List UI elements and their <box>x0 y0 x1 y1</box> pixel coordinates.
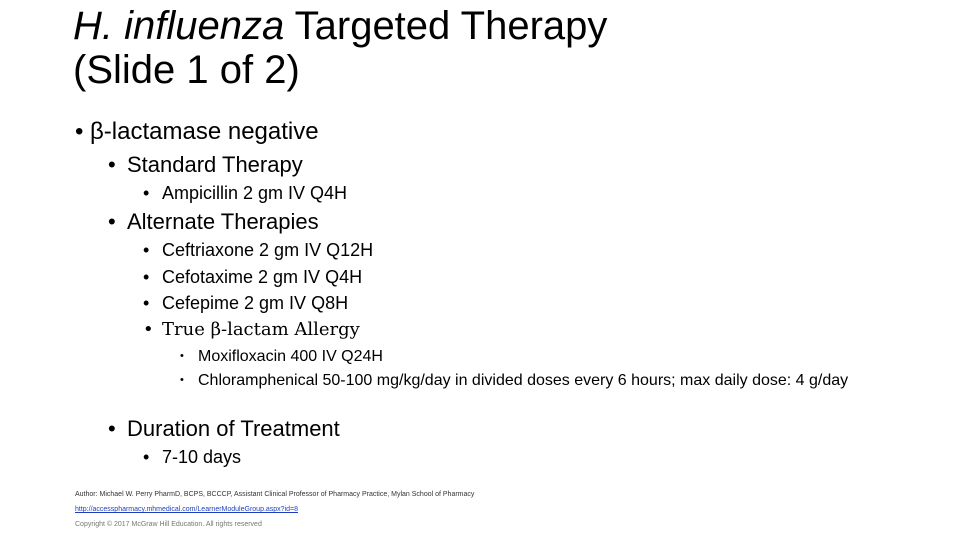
bullet-ampicillin <box>143 182 347 204</box>
title-line-1 <box>73 4 933 48</box>
bullet-text: Alternate Therapies <box>127 209 319 234</box>
bullet-text: β-lactamase negative <box>90 118 319 145</box>
bullet-icon: • <box>108 416 116 441</box>
footer-author: Author: Michael W. Perry PharmD, BCPS, BCCCP, Assistant Clinical Professor of Pharmacy Practice, Mylan School of Pharmacy <box>75 491 475 498</box>
bullet-ceftriaxone <box>143 239 373 261</box>
footer-link[interactable]: http://accesspharmacy.mhmedical.com/LearnerModuleGroup.aspx?id=8 <box>75 506 299 513</box>
title-line-2: (Slide 1 of 2) <box>73 48 300 92</box>
bullet-duration-of-treatment <box>108 416 340 442</box>
slide-title <box>73 4 933 92</box>
bullet-duration-days <box>143 446 241 468</box>
bullet-icon: • <box>143 183 150 203</box>
bullet-alternate-therapies <box>108 209 319 235</box>
bullet-icon: • <box>143 240 150 260</box>
bullet-icon: • <box>75 118 84 145</box>
bullet-text: Ceftriaxone 2 gm IV Q12H <box>162 240 374 260</box>
bullet-true-beta-lactam-allergy <box>143 319 360 341</box>
bullet-chloramphenical <box>180 371 888 390</box>
bullet-beta-lactamase-negative <box>75 118 319 146</box>
bullet-text: Cefotaxime 2 gm IV Q4H <box>162 267 363 287</box>
title-organism: H. influenza <box>73 4 285 48</box>
bullet-text: True β-lactam Allergy <box>162 319 360 340</box>
bullet-icon: • <box>143 267 150 287</box>
bullet-icon: • <box>180 374 184 386</box>
bullet-moxifloxacin <box>180 347 888 366</box>
bullet-text: Chloramphenical 50-100 mg/kg/day in divided doses every 6 hours; max daily dose: 4 g/day <box>198 372 849 389</box>
bullet-icon: • <box>108 152 116 177</box>
bullet-text: 7-10 days <box>162 447 242 467</box>
bullet-text: Moxifloxacin 400 IV Q24H <box>198 348 383 365</box>
bullet-icon: • <box>143 447 150 467</box>
bullet-text: Standard Therapy <box>127 152 303 177</box>
bullet-icon: • <box>143 293 150 313</box>
title-rest: Targeted Therapy <box>284 4 608 48</box>
bullet-cefotaxime <box>143 266 362 288</box>
bullet-text: Duration of Treatment <box>127 416 340 441</box>
bullet-icon: • <box>143 319 154 340</box>
bullet-standard-therapy <box>108 152 303 178</box>
bullet-text: Ampicillin 2 gm IV Q4H <box>162 183 348 203</box>
bullet-cefepime <box>143 292 348 314</box>
bullet-icon: • <box>180 350 184 362</box>
bullet-icon: • <box>108 209 116 234</box>
bullet-text: Cefepime 2 gm IV Q8H <box>162 293 349 313</box>
footer-copyright: Copyright © 2017 McGraw Hill Education. All rights reserved <box>75 521 262 528</box>
